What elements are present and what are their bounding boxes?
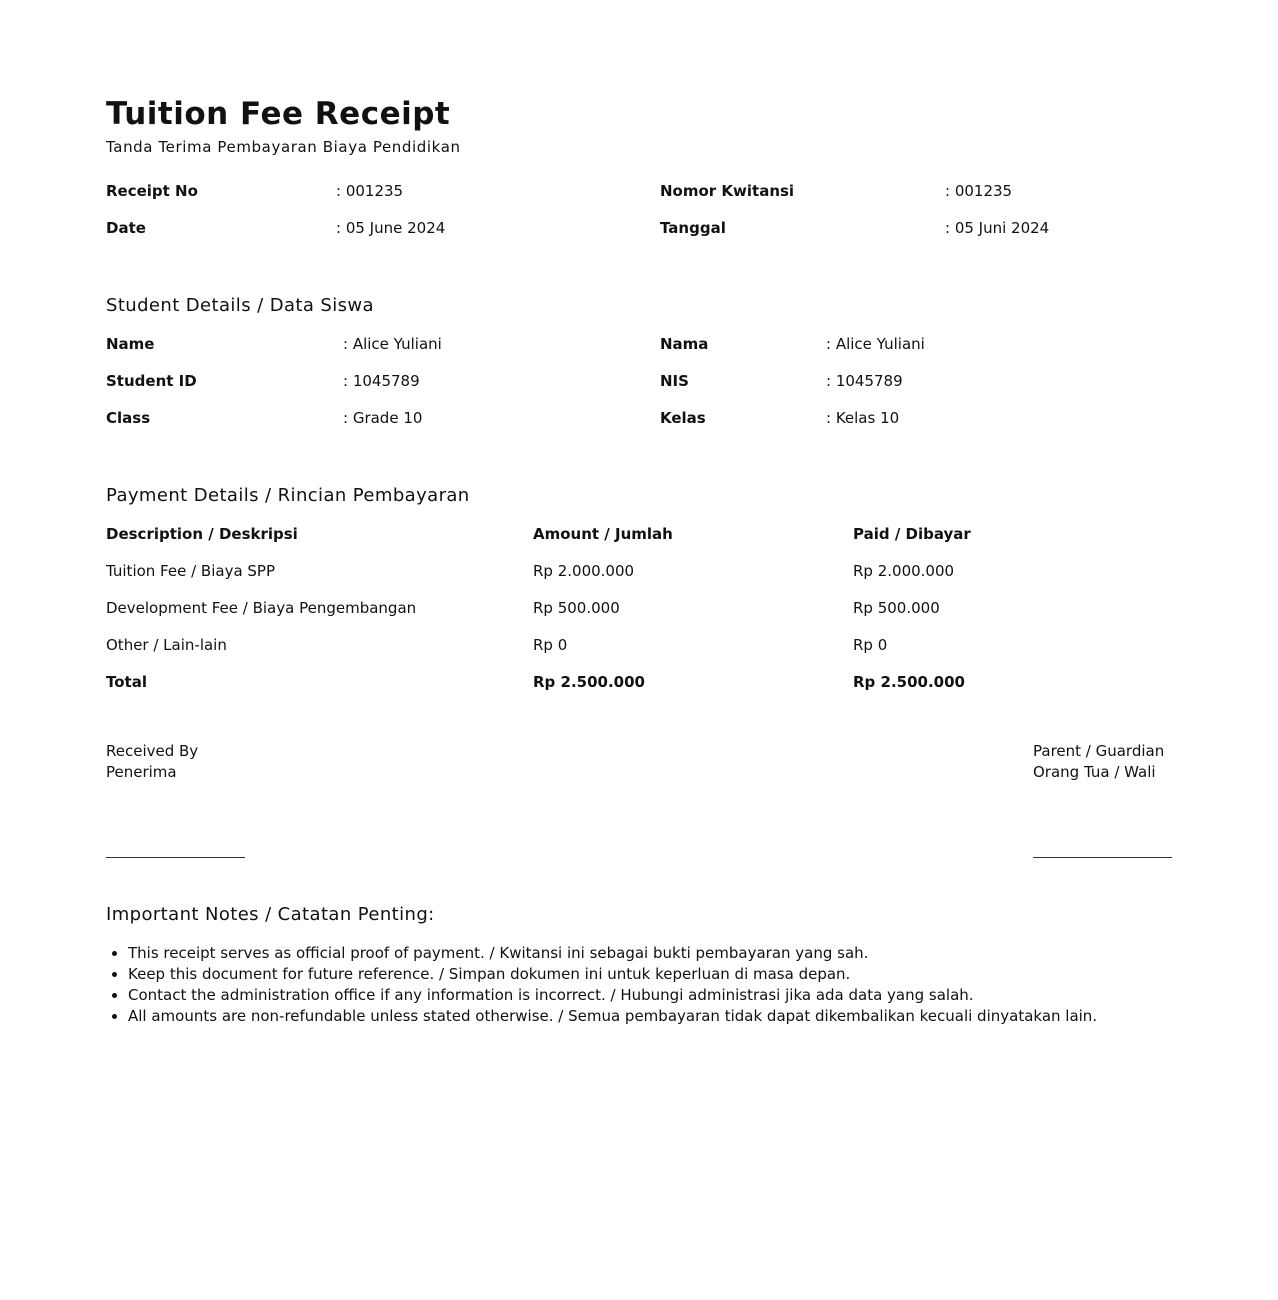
student-class-label-id: Kelas bbox=[660, 409, 706, 427]
student-id-label-id: NIS bbox=[660, 372, 689, 390]
payment-row-description: Other / Lain-lain bbox=[106, 636, 227, 654]
payment-row-paid: Rp 2.000.000 bbox=[853, 562, 955, 580]
receipt-date-row bbox=[106, 218, 1172, 238]
receipt-date-label-en: Date bbox=[106, 219, 146, 237]
payment-row-description: Tuition Fee / Biaya SPP bbox=[106, 562, 276, 580]
payment-row-development bbox=[106, 598, 1172, 618]
receipt-number-value-id: : 001235 bbox=[945, 182, 1013, 200]
payment-total-paid: Rp 2.500.000 bbox=[853, 673, 965, 691]
signature-received-by bbox=[106, 741, 198, 783]
receipt-number-label-en: Receipt No bbox=[106, 182, 198, 200]
payment-row-other bbox=[106, 635, 1172, 655]
receipt-number-value-en: : 001235 bbox=[336, 182, 404, 200]
student-class-value-id: : Kelas 10 bbox=[826, 409, 900, 427]
student-id-label-en: Student ID bbox=[106, 372, 197, 390]
student-name-row bbox=[106, 334, 1172, 354]
payment-total-row bbox=[106, 672, 1172, 692]
payment-details-heading: Payment Details / Rincian Pembayaran bbox=[106, 485, 470, 506]
payment-row-paid: Rp 0 bbox=[853, 636, 888, 654]
signature-line-parent bbox=[1033, 857, 1172, 858]
payment-row-description: Development Fee / Biaya Pengembangan bbox=[106, 599, 417, 617]
payment-column-amount: Amount / Jumlah bbox=[533, 525, 673, 543]
page-subtitle: Tanda Terima Pembayaran Biaya Pendidikan bbox=[106, 138, 461, 156]
student-class-value-en: : Grade 10 bbox=[343, 409, 423, 427]
signature-parent-guardian bbox=[1033, 741, 1164, 783]
receipt-date-value-id: : 05 Juni 2024 bbox=[945, 219, 1050, 237]
notes-item: • All amounts are non-refundable unless stated otherwise. / Semua pembayaran tidak dapat dikembalikan kecuali dinyatakan lain. bbox=[128, 1006, 1097, 1027]
student-name-label-en: Name bbox=[106, 335, 155, 353]
receipt-date-label-id: Tanggal bbox=[660, 219, 726, 237]
signature-parent-guardian-en: Parent / Guardian bbox=[1033, 742, 1165, 760]
payment-total-label: Total bbox=[106, 673, 147, 691]
payment-row-amount: Rp 2.000.000 bbox=[533, 562, 635, 580]
notes-item: • Contact the administration office if any information is incorrect. / Hubungi administrasi jika ada data yang salah. bbox=[128, 985, 1097, 1006]
payment-row-paid: Rp 500.000 bbox=[853, 599, 940, 617]
payment-row-tuition bbox=[106, 561, 1172, 581]
student-class-row bbox=[106, 408, 1172, 428]
student-id-value-id: : 1045789 bbox=[826, 372, 903, 390]
payment-column-description: Description / Deskripsi bbox=[106, 525, 298, 543]
signature-line-receiver bbox=[106, 857, 245, 858]
student-name-value-en: : Alice Yuliani bbox=[343, 335, 442, 353]
payment-table-header bbox=[106, 524, 1172, 544]
receipt-number-label-id: Nomor Kwitansi bbox=[660, 182, 795, 200]
signature-received-by-en: Received By bbox=[106, 742, 199, 760]
student-class-label-en: Class bbox=[106, 409, 151, 427]
receipt-document bbox=[106, 0, 1172, 1300]
student-id-value-en: : 1045789 bbox=[343, 372, 420, 390]
student-id-row bbox=[106, 371, 1172, 391]
payment-row-amount: Rp 0 bbox=[533, 636, 568, 654]
notes-list bbox=[106, 943, 1097, 1027]
receipt-number-row bbox=[106, 181, 1172, 201]
signature-received-by-id: Penerima bbox=[106, 763, 177, 781]
page-title: Tuition Fee Receipt bbox=[106, 96, 451, 132]
notes-item: • Keep this document for future reference. / Simpan dokumen ini untuk keperluan di masa depan. bbox=[128, 964, 1097, 985]
notes-item: • This receipt serves as official proof of payment. / Kwitansi ini sebagai bukti pembayaran yang sah. bbox=[128, 943, 1097, 964]
payment-row-amount: Rp 500.000 bbox=[533, 599, 620, 617]
receipt-date-value-en: : 05 June 2024 bbox=[336, 219, 446, 237]
payment-column-paid: Paid / Dibayar bbox=[853, 525, 971, 543]
student-name-value-id: : Alice Yuliani bbox=[826, 335, 925, 353]
signature-parent-guardian-id: Orang Tua / Wali bbox=[1033, 763, 1156, 781]
student-details-heading: Student Details / Data Siswa bbox=[106, 295, 374, 316]
student-name-label-id: Nama bbox=[660, 335, 709, 353]
notes-heading: Important Notes / Catatan Penting: bbox=[106, 904, 435, 925]
payment-total-amount: Rp 2.500.000 bbox=[533, 673, 645, 691]
